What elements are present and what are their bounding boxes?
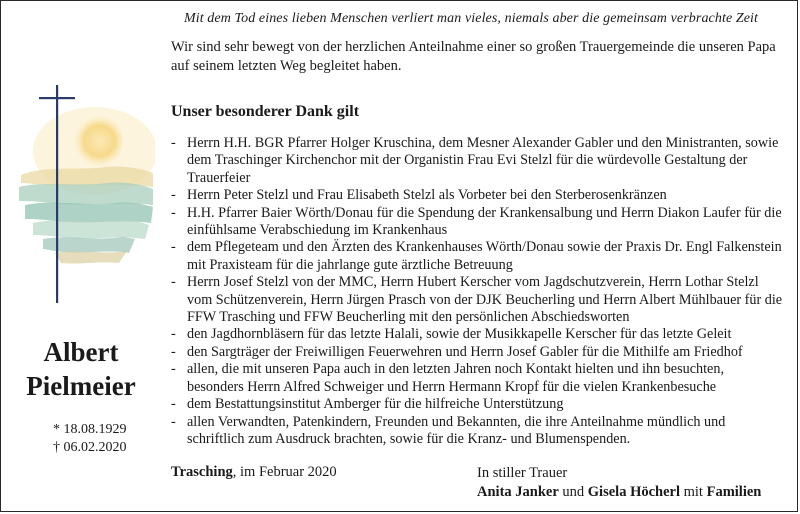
- list-dash: -: [171, 204, 176, 221]
- signers: [477, 483, 761, 502]
- list-item-text: Herrn Peter Stelzl und Frau Elisabeth Stelzl als Vorbeter bei den Sterberosenkränzen: [187, 187, 667, 204]
- list-item-text: H.H. Pfarrer Baier Wörth/Donau für die Spendung der Krankensalbung und Herrn Diakon Laufer für die einfühlsame Verabschiedung im Krankenhaus: [187, 204, 782, 239]
- list-dash: -: [171, 361, 176, 378]
- place-date: [171, 464, 337, 481]
- list-item-text: dem Bestattungsinstitut Amberger für die hilfreiche Unterstützung: [187, 396, 564, 413]
- list-dash: -: [171, 396, 176, 413]
- list-item-text: Herrn H.H. BGR Pfarrer Holger Kruschina, dem Mesner Alexander Gabler und den Ministranten, sowie dem Traschinger Kirchenchor mit der Organistin Frau Evi Stelzl für die würdevolle Gestaltung der Trauerfeier: [187, 135, 779, 186]
- list-dash: -: [171, 413, 176, 430]
- death-date: † 06.02.2020: [53, 440, 127, 455]
- list-item-text: allen Verwandten, Patenkindern, Freunden und Bekannten, die ihre Anteilnahme mündlich und schriftlich zum Ausdruck brachten, sowie für die Kranz- und Blumenspenden.: [187, 413, 726, 447]
- first-name: Albert: [43, 337, 119, 367]
- list-item: [171, 326, 783, 343]
- list-item: [171, 396, 783, 413]
- list-item: [171, 414, 783, 449]
- list-item: [171, 361, 783, 396]
- sea-wash-3: [33, 220, 149, 239]
- cross-horizontal: [39, 97, 75, 99]
- list-item-text: den Jagdhornbläsern für das letzte Halali, sowie der Musikkapelle Kerscher für das letzte Geleit: [187, 326, 732, 343]
- shore-wash: [55, 251, 127, 264]
- list-dash: -: [171, 343, 176, 360]
- list-item-text: den Sargträger der Freiwilligen Feuerwehren und Herrn Josef Gabler für die Mithilfe am Friedhof: [187, 343, 743, 360]
- list-item: [171, 135, 783, 187]
- sea-wash-1: [19, 182, 153, 205]
- list-dash: -: [171, 187, 176, 204]
- conjunction-with: mit: [680, 484, 707, 500]
- list-item-text: Herrn Josef Stelzl von der MMC, Herrn Hubert Kerscher vom Jagdschutzverein, Herrn Lothar Stelzl vom Schützenverein, Herrn Jürgen Prasch von der DJK Beucherling und Herrn Albert Mühlbauer für die FFW Trasching und FFW Beucherling mit den persönlichen Abschiedsworten: [187, 274, 783, 326]
- intro-paragraph: Wir sind sehr bewegt von der herzlichen Anteilnahme einer so großen Trauergemeinde die unseren Papa auf seinem letzten Weg begleitet haben.: [171, 39, 776, 74]
- list-dash: -: [171, 326, 176, 343]
- thanks-list: [171, 135, 783, 448]
- list-item: [171, 274, 783, 326]
- date-text: , im Februar 2020: [232, 464, 337, 480]
- signature-block: [477, 464, 761, 502]
- signer-1: Anita Janker: [477, 484, 559, 500]
- sea-wash-2: [25, 202, 153, 223]
- list-dash: -: [171, 274, 176, 291]
- list-item: [171, 187, 783, 204]
- deceased-name: [25, 335, 137, 403]
- list-item-text: dem Pflegeteam und den Ärzten des Krankenhauses Wörth/Donau sowie der Praxis Dr. Engl Falkenstein mit Praxisteam für die jahrlange gute ärztliche Betreuung: [187, 239, 782, 273]
- motto-quote: Mit dem Tod eines lieben Menschen verliert man vieles, niemals aber die gemeinsam verbrachte Zeit: [183, 11, 759, 26]
- cross-vertical: [56, 85, 58, 303]
- mourning-line: In stiller Trauer: [477, 465, 568, 481]
- birth-date: * 18.08.1929: [53, 422, 127, 437]
- list-item: [171, 239, 783, 274]
- conjunction-and: und: [558, 484, 588, 500]
- thanks-heading: Unser besonderer Dank gilt: [171, 103, 360, 120]
- families: Familien: [706, 484, 762, 500]
- sun-icon: [71, 115, 123, 167]
- signer-2: Gisela Höcherl: [587, 484, 680, 500]
- life-dates: [53, 421, 143, 457]
- list-item-text: allen, die mit unseren Papa auch in den letzten Jahren noch Kontakt hielten und ihn besuchten, besonders Herrn Alfred Schweiger und Herrn Hermann Kropf für die vielen Krankenbesuche: [187, 361, 724, 395]
- place: Trasching: [171, 464, 233, 480]
- list-dash: -: [171, 135, 176, 151]
- list-dash: -: [171, 239, 176, 256]
- cross-landscape-artwork: [15, 83, 155, 305]
- list-item: [171, 205, 783, 240]
- last-name: Pielmeier: [26, 371, 136, 401]
- list-item: [171, 344, 783, 361]
